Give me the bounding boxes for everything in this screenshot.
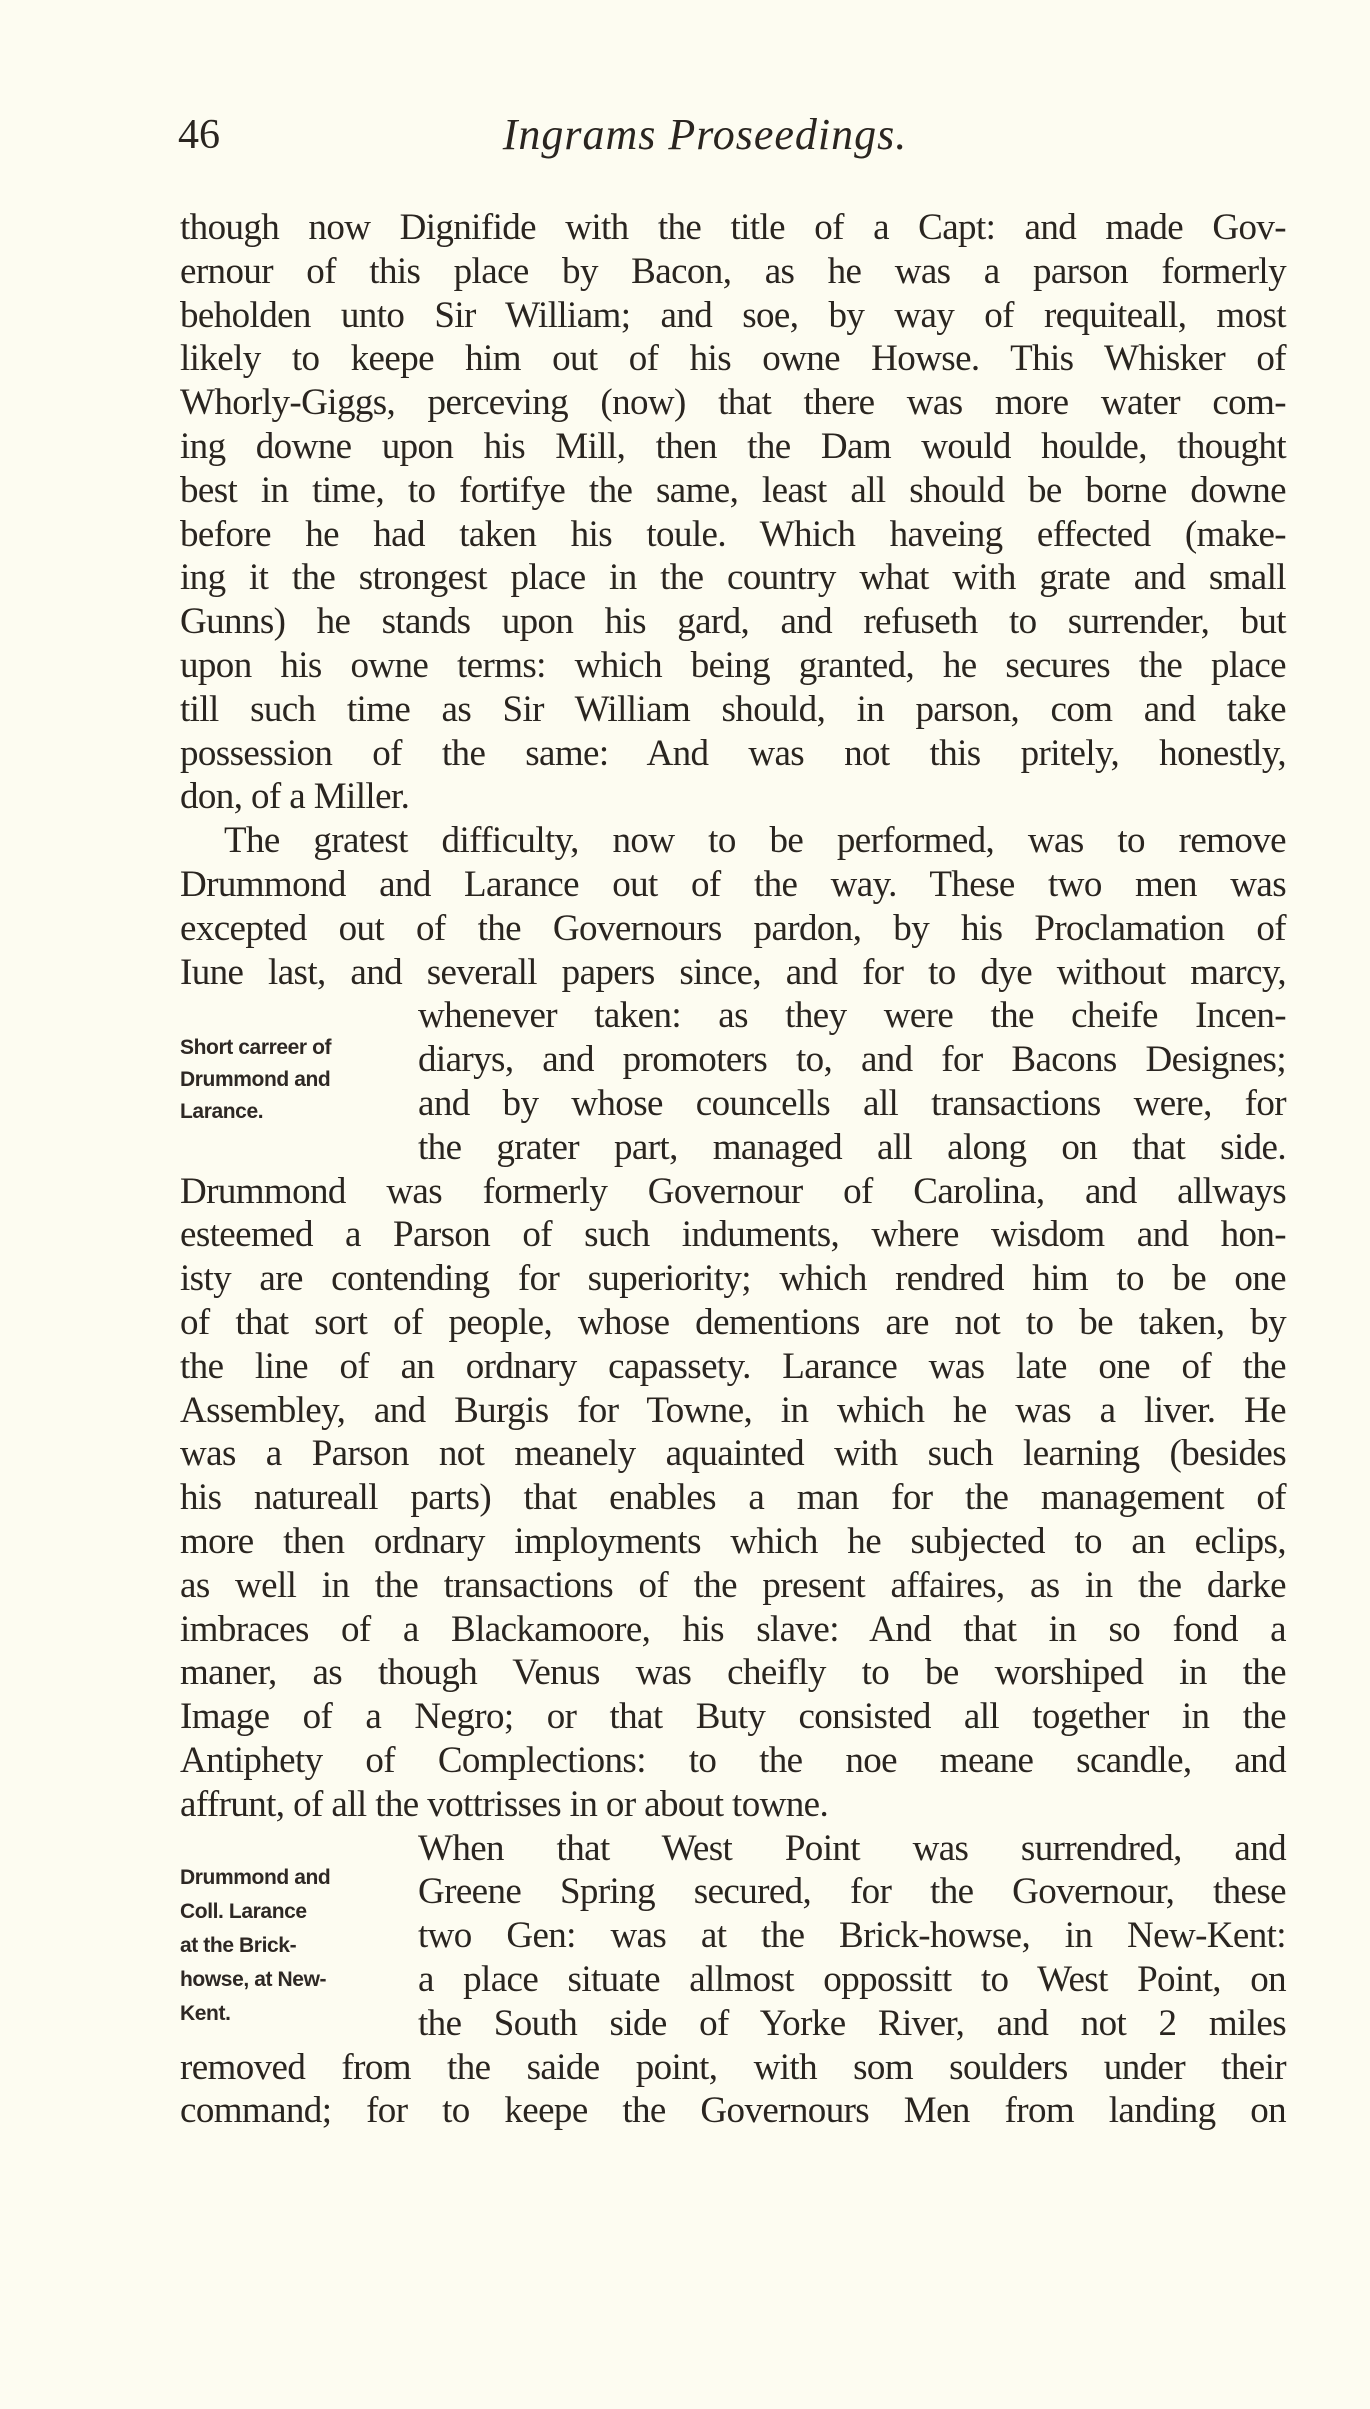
text-line: the grater part, managed all along on that side.: [418, 1126, 1286, 1168]
margin-note-line: Coll. Larance: [180, 1900, 307, 1923]
text-line: best in time, to fortifye the same, least all should be borne downe: [180, 469, 1286, 511]
text-line: his natureall parts) that enables a man for the management of: [180, 1477, 1286, 1519]
margin-note-line: Kent.: [180, 2002, 231, 2025]
text-line: upon his owne terms: which being granted, he secures the place: [180, 645, 1286, 686]
text-line: excepted out of the Governours pardon, by his Proclamation of: [180, 907, 1286, 949]
margin-note-line: Drummond and: [180, 1866, 331, 1889]
text-line: whenever taken: as they were the cheife Incen-: [418, 995, 1286, 1037]
text-line: ing downe upon his Mill, then the Dam would houlde, thought: [180, 426, 1286, 467]
text-line: When that West Point was surrendred, and: [418, 1827, 1286, 1869]
text-line: command; for to keepe the Governours Men from landing on: [180, 2090, 1286, 2132]
text-line: of that sort of people, whose dementions are not to be taken, by: [180, 1302, 1286, 1343]
text-line: Image of a Negro; or that Buty consisted all together in the: [180, 1696, 1286, 1738]
text-line: isty are contending for superiority; which rendred him to be one: [180, 1258, 1286, 1300]
text-line: was a Parson not meanely aquainted with such learning (besides: [180, 1433, 1286, 1475]
margin-note-line: Larance.: [180, 1100, 264, 1123]
text-line: maner, as though Venus was cheifly to be worshiped in the: [180, 1652, 1286, 1694]
margin-note-line: Short carreer of: [180, 1036, 332, 1059]
text-line: beholden unto Sir William; and soe, by way of requiteall, most: [180, 294, 1286, 336]
text-line: The gratest difficulty, now to be performed, was to remove: [224, 820, 1286, 862]
text-line: removed from the saide point, with som soulders under their: [180, 2046, 1286, 2088]
margin-note-line: Drummond and: [180, 1068, 331, 1091]
text-line: a place situate allmost oppossitt to West Point, on: [418, 1959, 1286, 2000]
text-line: Greene Spring secured, for the Governour, these: [418, 1871, 1286, 1913]
text-line: till such time as Sir William should, in parson, com and take: [180, 688, 1286, 730]
text-line: Antiphety of Complections: to the noe meane scandle, and: [180, 1740, 1286, 1781]
text-line: and by whose councells all transactions were, for: [418, 1083, 1286, 1124]
text-line: ing it the strongest place in the country what with grate and small: [180, 557, 1286, 599]
margin-note-line: howse, at New-: [180, 1968, 327, 1991]
page-number: 46: [178, 112, 220, 158]
text-line: Iune last, and severall papers since, and for to dye without marcy,: [180, 951, 1286, 993]
text-line: Whorly-Giggs, perceving (now) that there was more water com-: [180, 382, 1286, 424]
text-line: before he had taken his toule. Which haveing effected (make-: [180, 513, 1286, 555]
text-line: affrunt, of all the vottrisses in or about towne.: [180, 1783, 829, 1825]
text-line: don, of a Miller.: [180, 776, 410, 818]
text-line: diarys, and promoters to, and for Bacons Designes;: [418, 1039, 1286, 1081]
text-line: imbraces of a Blackamoore, his slave: And that in so fond a: [180, 1608, 1286, 1650]
text-line: possession of the same: And was not this pritely, honestly,: [180, 732, 1286, 774]
text-line: Drummond was formerly Governour of Carolina, and allways: [180, 1170, 1286, 1212]
running-title: Ingrams Proseedings.: [502, 110, 908, 159]
text-line: Drummond and Larance out of the way. These two men was: [180, 864, 1286, 905]
text-line: as well in the transactions of the present affaires, as in the darke: [180, 1564, 1286, 1606]
text-line: the line of an ordnary capassety. Larance was late one of the: [180, 1345, 1286, 1387]
margin-note: [180, 1861, 405, 2031]
margin-note-line: at the Brick-: [180, 1934, 297, 1957]
text-line: ernour of this place by Bacon, as he was a parson formerly: [180, 250, 1286, 292]
text-line: though now Dignifide with the title of a Capt: and made Gov-: [180, 207, 1286, 248]
text-line: two Gen: was at the Brick-howse, in New-Kent:: [418, 1915, 1286, 1957]
text-line: likely to keepe him out of his owne Howse. This Whisker of: [180, 338, 1286, 380]
text-line: more then ordnary imployments which he subjected to an eclips,: [180, 1521, 1286, 1562]
margin-note: [180, 1032, 405, 1128]
text-line: the South side of Yorke River, and not 2 miles: [418, 2002, 1286, 2044]
text-line: Gunns) he stands upon his gard, and refuseth to surrender, but: [180, 601, 1286, 643]
text-line: esteemed a Parson of such induments, where wisdom and hon-: [180, 1214, 1286, 1256]
text-line: Assembley, and Burgis for Towne, in which he was a liver. He: [180, 1389, 1286, 1431]
